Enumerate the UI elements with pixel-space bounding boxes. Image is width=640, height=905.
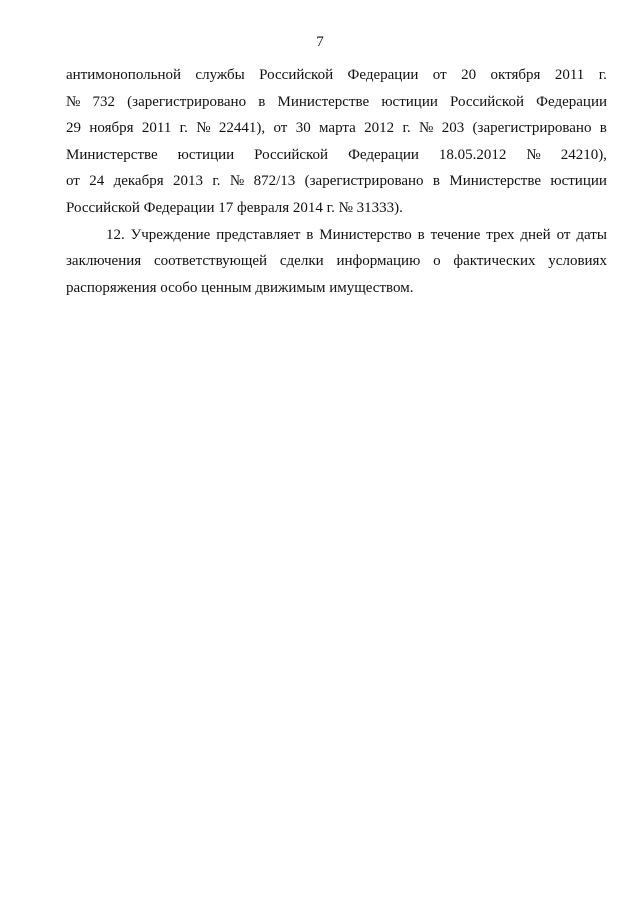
- word: октября: [490, 67, 541, 83]
- word: Министерстве: [449, 173, 542, 190]
- word: 29: [66, 120, 81, 137]
- word: 203: [441, 120, 465, 137]
- word: юстиции: [381, 93, 438, 110]
- word: марта: [319, 120, 356, 137]
- word: в: [599, 120, 607, 137]
- word: 18.05.2012: [438, 146, 507, 163]
- paragraph-continuation: [66, 62, 607, 222]
- word: Федерации: [536, 93, 607, 110]
- word: Российской: [259, 67, 334, 83]
- word: 12.: [106, 226, 125, 243]
- word: информацию: [336, 253, 421, 270]
- word: юстиции: [177, 146, 235, 163]
- word: 22441),: [218, 120, 266, 137]
- word: фактических: [453, 253, 536, 270]
- word: соответствующей: [153, 253, 268, 270]
- word: 2011: [141, 120, 172, 137]
- word: г.: [402, 120, 411, 137]
- word: трех: [486, 226, 515, 243]
- word: 2011: [554, 67, 585, 83]
- word: Федерации: [348, 146, 419, 163]
- word: течение: [430, 226, 481, 243]
- word: Министерстве: [277, 93, 370, 110]
- text-line: [66, 248, 607, 275]
- word: заключения: [66, 253, 142, 270]
- word: 2012: [364, 120, 395, 137]
- word: от: [432, 67, 447, 83]
- word: №: [526, 146, 541, 163]
- word: в: [258, 93, 266, 110]
- word: 20: [461, 67, 477, 83]
- word: условиях: [548, 253, 607, 270]
- word: (зарегистрировано: [304, 173, 424, 190]
- word: №: [196, 120, 211, 137]
- word: ноября: [89, 120, 134, 137]
- word: г.: [212, 173, 221, 190]
- word: №: [419, 120, 434, 137]
- word: от: [66, 173, 80, 190]
- word: декабря: [113, 173, 164, 190]
- word: в: [432, 173, 440, 190]
- word: сделки: [279, 253, 324, 270]
- word: 30: [295, 120, 311, 137]
- word: от: [273, 120, 288, 137]
- text-line: [66, 142, 607, 169]
- word: (зарегистрировано: [127, 93, 247, 110]
- word: от: [556, 226, 571, 243]
- paragraph-item-12: [66, 222, 607, 302]
- word: 24210),: [560, 146, 607, 163]
- word: юстиции: [550, 173, 607, 190]
- word: №: [66, 93, 81, 110]
- word: в: [417, 226, 425, 243]
- text-line: [66, 222, 607, 249]
- word: 24: [89, 173, 105, 190]
- word: г.: [179, 120, 188, 137]
- word: дней: [520, 226, 551, 243]
- word: в: [306, 226, 314, 243]
- word: Российской: [254, 146, 329, 163]
- word: Министерство: [319, 226, 412, 243]
- document-body: [66, 62, 607, 301]
- text-line: Российской Федерации 17 февраля 2014 г. № 31333).: [66, 199, 403, 216]
- text-line: распоряжения особо ценным движимым имуществом.: [66, 279, 414, 296]
- text-line: [66, 168, 607, 195]
- word: (зарегистрировано: [472, 120, 592, 137]
- text-line: [66, 62, 607, 89]
- word: антимонопольной: [66, 67, 181, 83]
- word: о: [433, 253, 441, 270]
- word: Российской: [450, 93, 524, 110]
- page-number: 7: [316, 34, 324, 50]
- word: 2013: [172, 173, 203, 190]
- text-line: [66, 115, 607, 142]
- word: Федерации: [347, 67, 419, 83]
- word: представляет: [216, 226, 301, 243]
- word: Министерстве: [66, 146, 158, 163]
- word: 872/13: [253, 173, 296, 190]
- word: г.: [598, 67, 607, 83]
- word: даты: [576, 226, 607, 243]
- word: Учреждение: [130, 226, 211, 243]
- text-line: [66, 89, 607, 116]
- word: службы: [195, 67, 245, 83]
- word: №: [229, 173, 245, 190]
- word: 732: [92, 93, 115, 110]
